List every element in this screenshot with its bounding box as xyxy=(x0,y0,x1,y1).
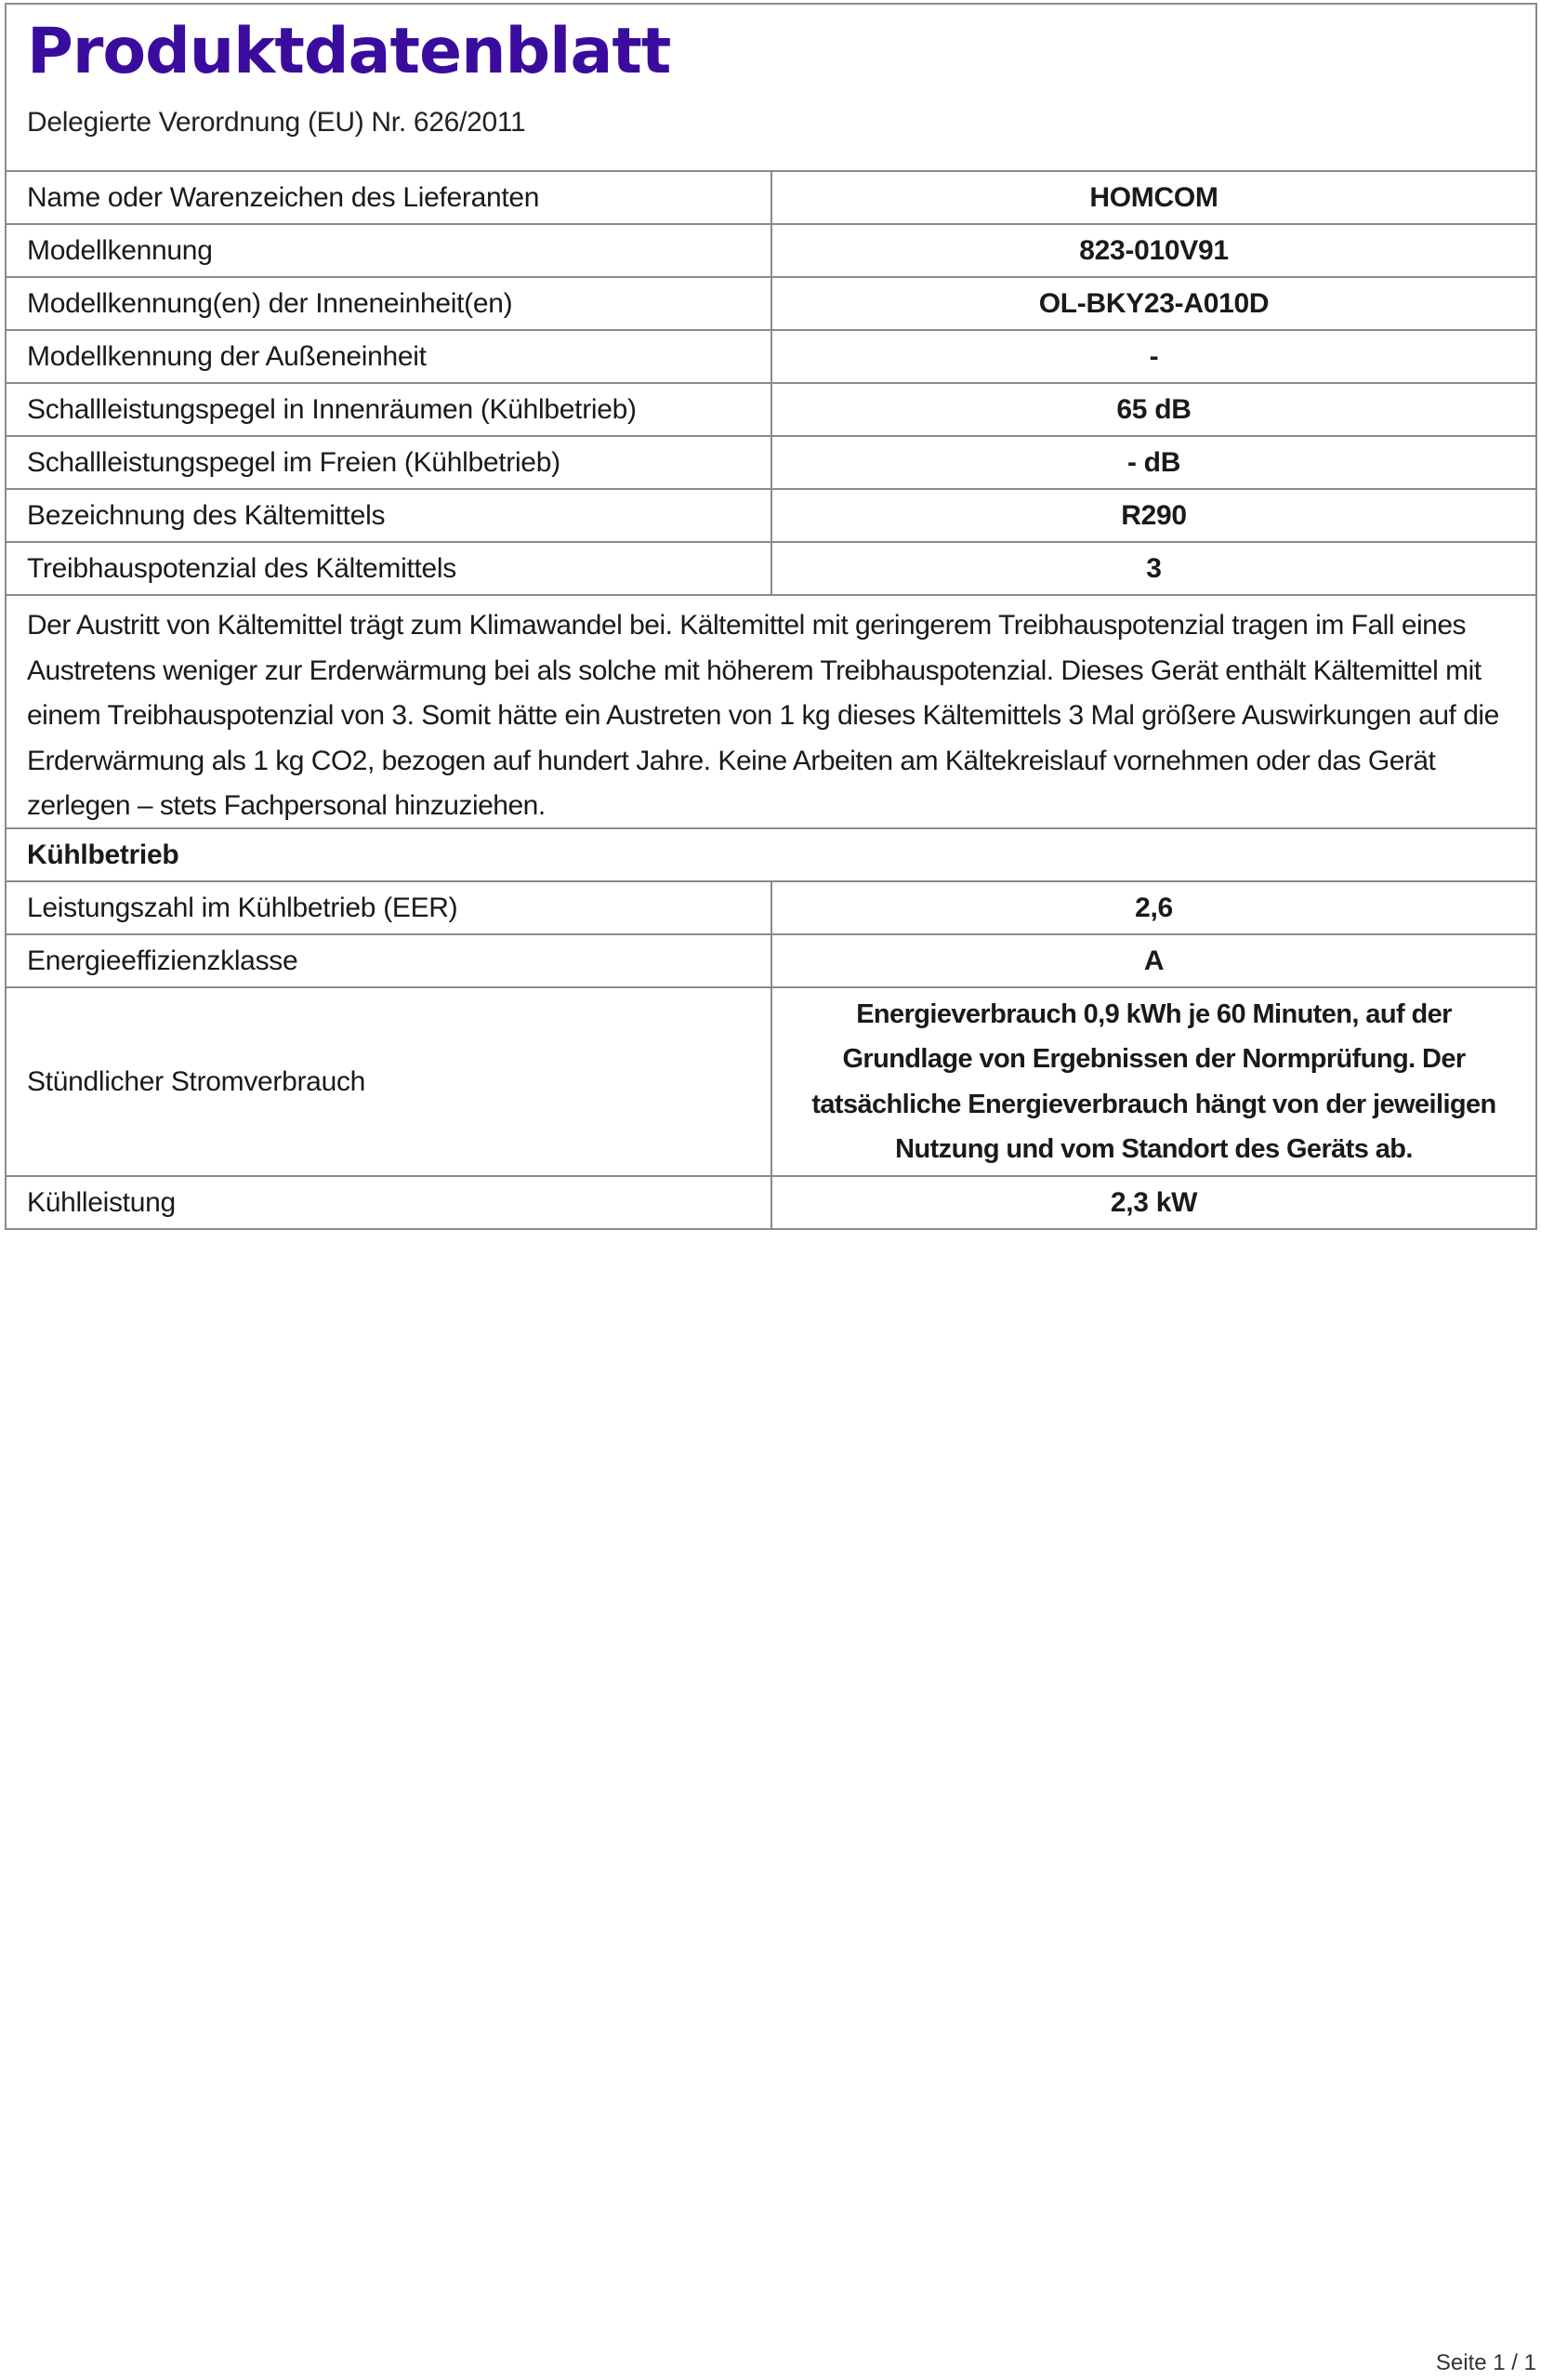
row-value: Energieverbrauch 0,9 kWh je 60 Minuten, auf der Grundlage von Ergebnissen der Normprüfung. Der tatsächliche Energieverbrauch hängt von der jeweiligen Nutzung und vom Standort des Geräts ab. xyxy=(811,998,1496,1164)
table-row xyxy=(7,278,1535,331)
row-label: Energieeffizienzklasse xyxy=(7,935,772,986)
row-value: HOMCOM xyxy=(1089,181,1218,213)
header xyxy=(7,5,1535,172)
page-indicator: Seite 1 / 1 xyxy=(1435,2350,1536,2375)
table-row xyxy=(7,988,1535,1177)
regulation-reference: Delegierte Verordnung (EU) Nr. 626/2011 xyxy=(27,107,526,138)
row-label: Schallleistungspegel in Innenräumen (Kühlbetrieb) xyxy=(7,384,772,435)
row-label: Stündlicher Stromverbrauch xyxy=(7,988,772,1175)
table-row xyxy=(7,1177,1535,1230)
product-datasheet xyxy=(5,3,1537,1230)
table-row xyxy=(7,225,1535,278)
row-label: Schallleistungspegel im Freien (Kühlbetrieb) xyxy=(7,437,772,488)
row-label: Modellkennung xyxy=(7,225,772,276)
row-value: 65 dB xyxy=(1116,393,1192,425)
table-row xyxy=(7,935,1535,988)
row-label: Name oder Warenzeichen des Lieferanten xyxy=(7,172,772,223)
row-label: Modellkennung der Außeneinheit xyxy=(7,331,772,382)
table-row xyxy=(7,331,1535,384)
row-value: A xyxy=(1143,945,1165,976)
row-label: Modellkennung(en) der Inneneinheit(en) xyxy=(7,278,772,329)
row-value: 2,3 kW xyxy=(1110,1186,1198,1218)
row-value: OL-BKY23-A010D xyxy=(1038,287,1270,319)
page-title: Produktdatenblatt xyxy=(27,15,671,88)
table-row xyxy=(7,384,1535,437)
section-heading-cooling: Kühlbetrieb xyxy=(7,829,1535,882)
row-label: Treibhauspotenzial des Kältemittels xyxy=(7,543,772,594)
table-row xyxy=(7,543,1535,596)
table-row xyxy=(7,882,1535,935)
row-value: - xyxy=(1149,340,1159,372)
row-value: - dB xyxy=(1126,446,1181,478)
table-row xyxy=(7,490,1535,543)
row-value: 3 xyxy=(1146,552,1162,584)
table-row xyxy=(7,172,1535,225)
row-value: R290 xyxy=(1121,499,1187,531)
table-row xyxy=(7,437,1535,490)
row-label: Bezeichnung des Kältemittels xyxy=(7,490,772,541)
row-value: 2,6 xyxy=(1135,892,1173,923)
refrigerant-notice: Der Austritt von Kältemittel trägt zum Klimawandel bei. Kältemittel mit geringerem Treibhauspotenzial tragen im Fall eines Austretens weniger zur Erderwärmung bei als solche mit höherem Treibhauspotenzial. Dieses Gerät enthält Kältemittel mit einem Treibhauspotenzial von 3. Somit hätte ein Austreten von 1 kg dieses Kältemittels 3 Mal größere Auswirkungen auf die Erderwärmung als 1 kg CO2, bezogen auf hundert Jahre. Keine Arbeiten am Kältekreislauf vornehmen oder das Gerät zerlegen – stets Fachpersonal hinzuziehen. xyxy=(7,596,1535,829)
row-value: 823-010V91 xyxy=(1079,234,1229,266)
row-label: Kühlleistung xyxy=(7,1177,772,1228)
row-label: Leistungszahl im Kühlbetrieb (EER) xyxy=(7,882,772,933)
